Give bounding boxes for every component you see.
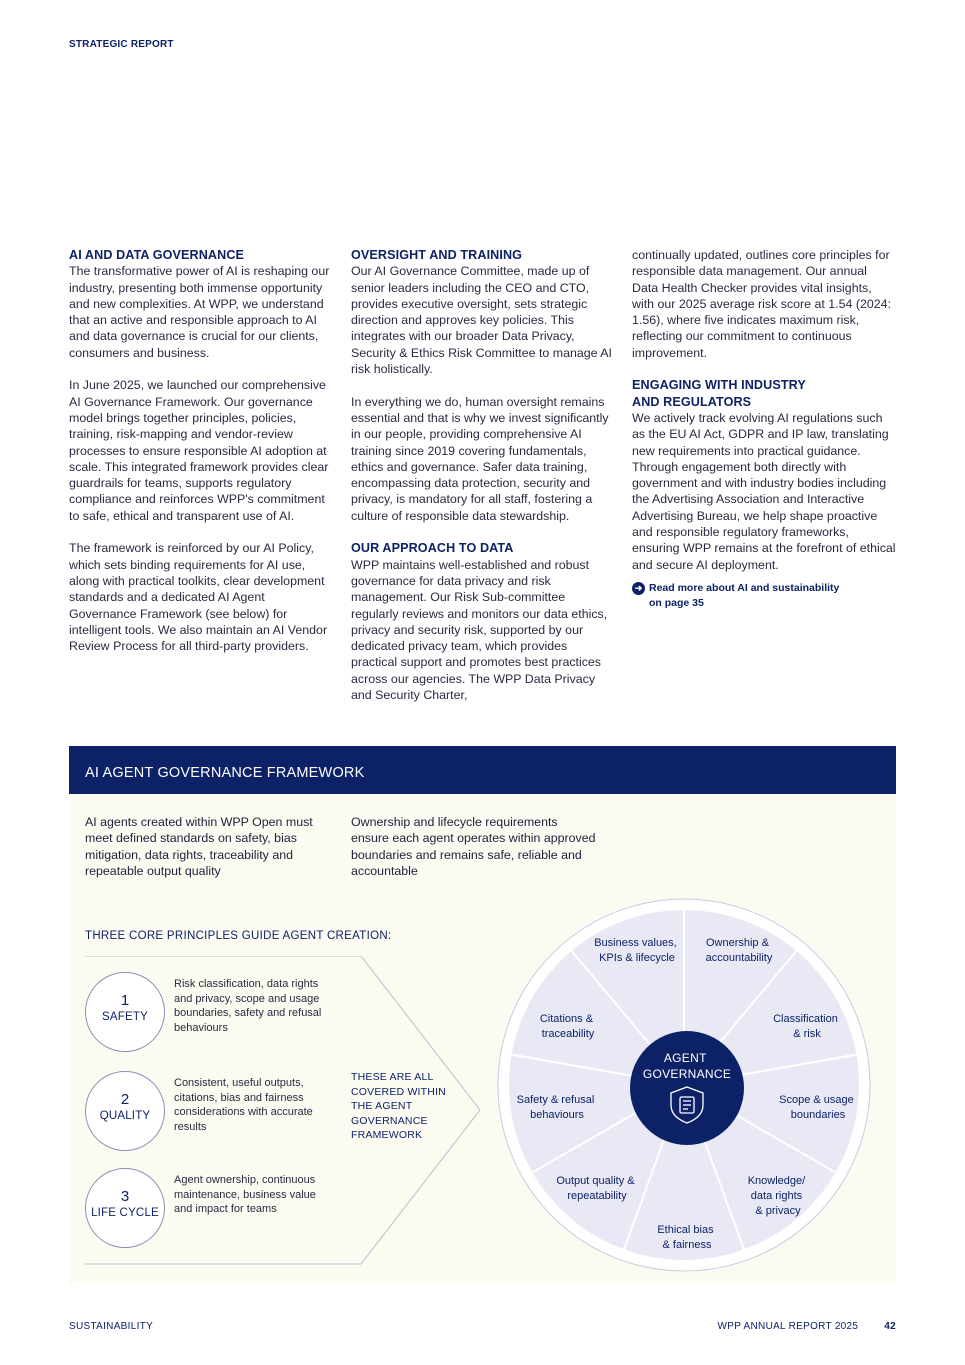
agent-governance-framework-panel <box>69 746 896 1283</box>
principle-quality <box>85 1071 325 1151</box>
paragraph: In everything we do, human oversight remains essential and that is why we invest significantly in our people, providing comprehensive AI training since 2019 covering fundamentals, ethics and governance. Safer data training, encompassing data protection, security and privacy, is mandatory for all staff, fostering a culture of responsible data stewardship. <box>351 394 609 523</box>
paragraph: The transformative power of AI is reshaping our industry, presenting both immense opportunity and new complexities. At WPP, we understand that an active and responsible approach to AI and data governance is crucial for our clients, consumers and business. <box>69 264 330 360</box>
paragraph: WPP maintains well-established and robust governance for data privacy and risk management. Our Risk Sub-committee regularly reviews and monitors our data ethics, privacy and security risk, supported by our dedicated privacy team, which provides practical support and promotes best practices across our agencies. The WPP Data Privacy and Security Charter, <box>351 557 608 703</box>
principle-badge <box>85 1168 165 1248</box>
principle-number: 3 <box>120 1188 130 1205</box>
page-number: 42 <box>884 1321 896 1332</box>
heading-ai-data-governance: AI AND DATA GOVERNANCE <box>69 248 245 262</box>
paragraph: In June 2025, we launched our comprehensive AI Governance Framework. Our governance model brings together principles, policies, training, risk-mapping and vendor-review processes to ensure responsible AI adoption at scale. This integrated framework provides clear guardrails for teams, supports regulatory compliance and reinforces WPP's commitment to safe, ethical and transparent use of AI. <box>69 378 329 523</box>
principle-name: LIFE CYCLE <box>91 1207 159 1219</box>
read-more-line: on page 35 <box>649 596 704 609</box>
governance-wheel <box>497 898 871 1272</box>
wheel-segment-ownership: Ownership & accountability <box>705 937 773 964</box>
read-more-text <box>649 581 839 611</box>
framework-title: AI AGENT GOVERNANCE FRAMEWORK <box>69 746 896 794</box>
read-more-line: Read more about AI and sustainability <box>649 581 840 594</box>
wheel-segment-classification: Classification & risk <box>773 1013 838 1040</box>
column-industry-regulators <box>632 247 896 611</box>
principles-title: THREE CORE PRINCIPLES GUIDE AGENT CREATION: <box>85 930 392 942</box>
principle-description: Risk classification, data rights and privacy, scope and usage boundaries, safety and refusal behaviours <box>174 978 322 1034</box>
arrow-right-icon: ➜ <box>632 582 645 595</box>
wheel-segment-output-quality: Output quality & repeatability <box>556 1175 635 1202</box>
principle-description: Consistent, useful outputs, citations, bias and fairness considerations with accurate results <box>174 1077 313 1133</box>
covered-statement: THESE ARE ALL COVERED WITHIN THE AGENT GOVERNANCE FRAMEWORK <box>351 1071 446 1142</box>
framework-intro-right: Ownership and lifecycle requirements ensure each agent operates within approved boundaries and remains safe, reliable and accountable <box>351 815 596 878</box>
read-more-link[interactable] <box>632 581 896 611</box>
wheel-segment-citations: Citations & traceability <box>539 1013 595 1040</box>
wheel-segment-ethical-bias: Ethical bias & fairness <box>657 1224 714 1251</box>
wheel-segment-business-values: Business values, KPIs & lifecycle <box>594 937 677 964</box>
principle-name: SAFETY <box>102 1011 148 1023</box>
column-oversight-data <box>351 247 615 703</box>
heading-line: AND REGULATORS <box>632 394 752 409</box>
heading-line: ENGAGING WITH INDUSTRY <box>632 378 806 393</box>
principle-number: 2 <box>120 1091 130 1108</box>
heading-approach-to-data: OUR APPROACH TO DATA <box>351 541 514 556</box>
wheel-center-title: AGENT GOVERNANCE <box>642 1051 732 1081</box>
footer-section: SUSTAINABILITY <box>69 1321 154 1332</box>
footer-report-title: WPP ANNUAL REPORT 2025 <box>717 1321 859 1332</box>
paragraph: continually updated, outlines core principles for responsible data management. Our annual Data Health Checker provides vital insights, with our 2025 average risk score at 1.54 (2024: 1.56), where five indicates maximum risk, reflecting our commitment to continuous improvement. <box>632 248 891 360</box>
framework-intro-left: AI agents created within WPP Open must meet defined standards on safety, bias mitigation, data rights, traceability and repeatable output quality <box>85 815 313 878</box>
wheel-segment-knowledge-data-rights: Knowledge/ data rights & privacy <box>747 1175 806 1217</box>
wheel-center <box>630 1031 744 1145</box>
principle-number: 1 <box>120 992 130 1009</box>
wheel-segment-safety-refusal: Safety & refusal behaviours <box>516 1094 595 1121</box>
principle-safety <box>85 972 325 1052</box>
principle-badge <box>85 972 165 1052</box>
principle-description: Agent ownership, continuous maintenance, business value and impact for teams <box>174 1174 316 1216</box>
heading-engaging-industry <box>632 377 896 410</box>
principle-life-cycle <box>85 1168 325 1248</box>
paragraph: Our AI Governance Committee, made up of senior leaders including the CEO and CTO, provides executive oversight, sets strategic direction and approves key policies. This integrates with our broader Data Privacy, Security & Ethics Risk Committee to manage AI risk holistically. <box>351 264 612 377</box>
wheel-segment-scope-usage: Scope & usage boundaries <box>779 1094 854 1121</box>
column-ai-data-governance <box>69 247 333 654</box>
principle-badge <box>85 1071 165 1151</box>
section-label: STRATEGIC REPORT <box>69 39 174 50</box>
heading-oversight-training: OVERSIGHT AND TRAINING <box>351 248 523 262</box>
paragraph: We actively track evolving AI regulations such as the EU AI Act, GDPR and IP law, translating new requirements into practical guidance. Through engagement both directly with government and with industry bodies including the Advertising Association and Interactive Advertising Bureau, we help shape proactive and responsible regulatory frameworks, ensuring WPP remains at the forefront of ethical and secure AI deployment. <box>632 410 896 572</box>
footer-report <box>718 1321 896 1332</box>
principle-name: QUALITY <box>99 1110 151 1122</box>
paragraph: The framework is reinforced by our AI Policy, which sets binding requirements for AI use, along with practical toolkits, clear development standards and a dedicated AI Agent Governance Framework (see below) for intelligent tools. We also maintain an AI Vendor Review Process for all third-party providers. <box>69 541 328 654</box>
